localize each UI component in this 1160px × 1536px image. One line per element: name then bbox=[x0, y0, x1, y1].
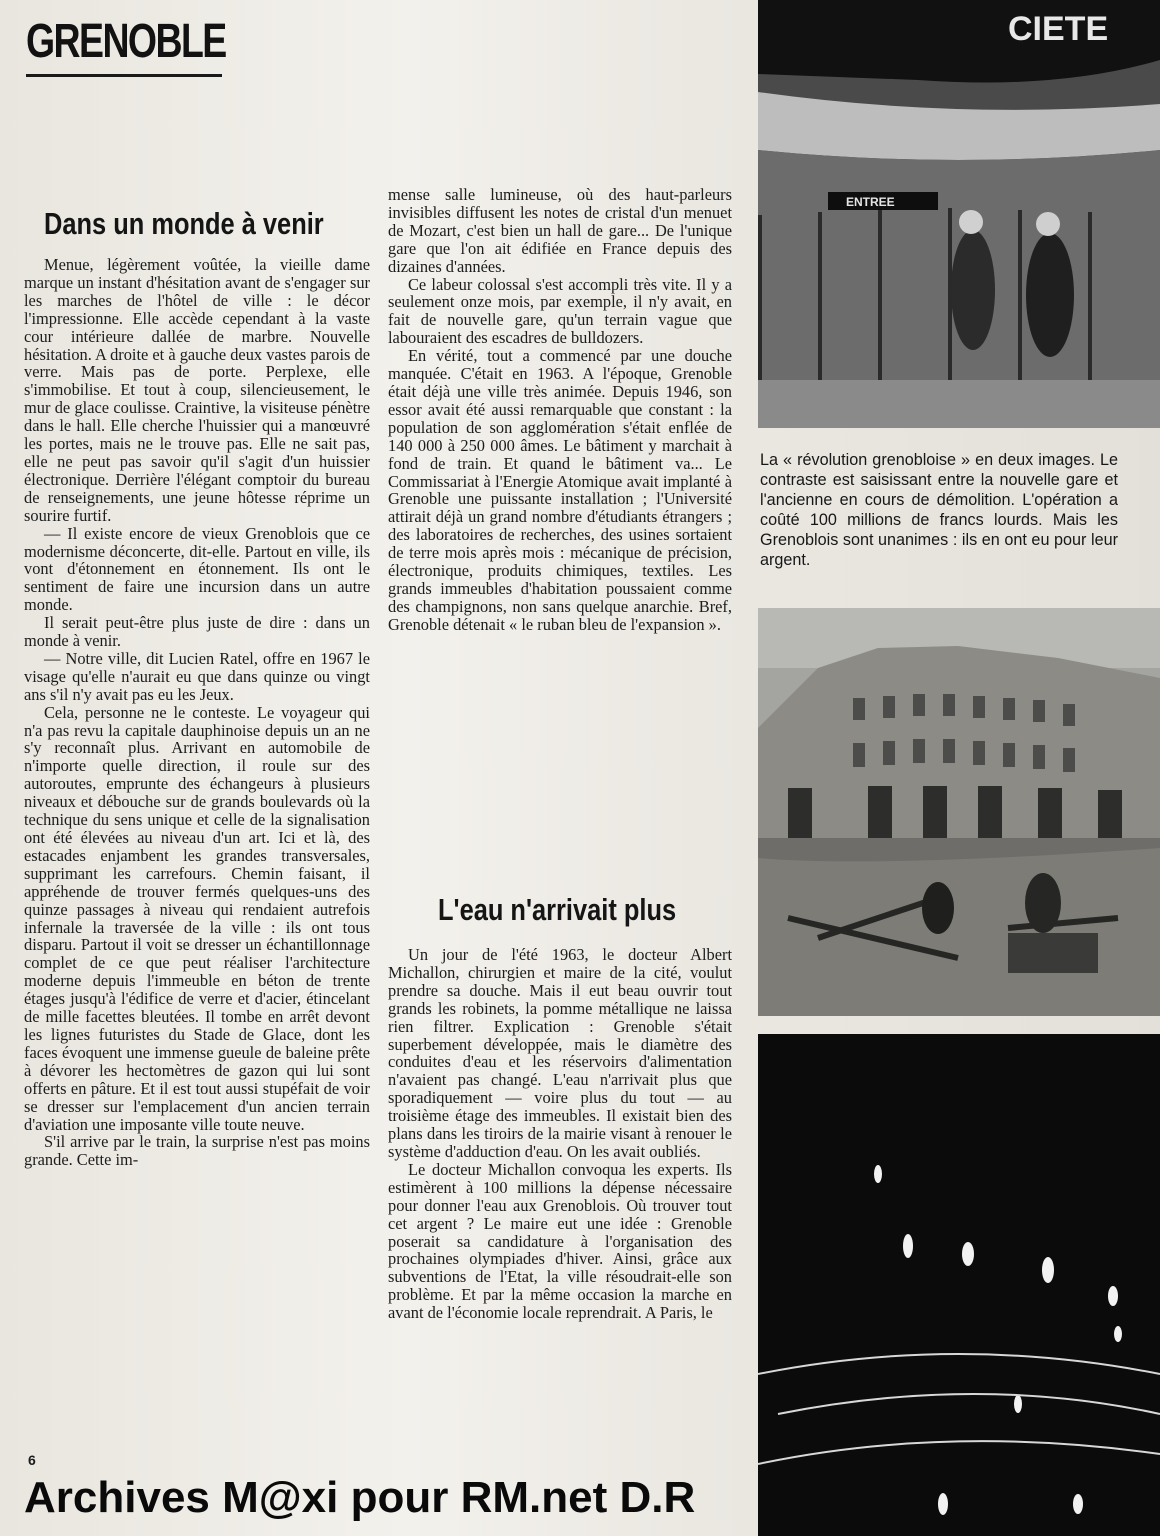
page-number: 6 bbox=[28, 1452, 36, 1468]
paragraph: — Notre ville, dit Lucien Ratel, offre en 1967 le visage qu'elle n'aurait eu que dans quinze ou vingt ans s'il n'y avait pas eu les Jeux. bbox=[24, 648, 370, 704]
section-title: GRENOBLE bbox=[26, 15, 226, 68]
entrance-sign: ENTREE bbox=[846, 195, 895, 209]
article-column-3 bbox=[388, 946, 732, 1322]
paragraph: Un jour de l'été 1963, le docteur Albert Michallon, chirurgien et maire de la cité, voulut prendre sa douche. Mais il eut beau ouvrir tout grands les robinets, la pomme métallique ne laissa rien filtrer. Explication : Grenoble s'était superbement développée, mais le diamètre des conduites d'eau et les réservoirs d'alimentation n'avaient pas changé. L'eau n'arrivait plus que sporadiquement — voire plus du tout — au troisième étage des immeubles. Il existait bien des plans dans les tiroirs de la mairie visant à renouer le système d'adduction d'eau. On les avait oubliés. bbox=[388, 945, 732, 1161]
article-column-2 bbox=[388, 186, 732, 634]
photo-new-station bbox=[758, 0, 1160, 428]
paragraph: mense salle lumineuse, où des haut-parleurs invisibles diffusent les notes de cristal d'un menuet de Mozart, c'est bien un hall de gare... De l'unique gare que l'on ait édifiée en France depuis des dizaines d'années. bbox=[388, 185, 732, 276]
paragraph: Menue, légèrement voûtée, la vieille dame marque un instant d'hésitation avant de s'engager sur les marches de l'hôtel de ville : le décor l'impressionne. Elle accède cependant à la vaste cour intérieure dallée de marbre. Nouvelle hésitation. A droite et à gauche deux vastes parois de verre. Mais pas de porte. Perplexe, elle s'immobilise. Et tout à coup, silencieusement, le mur de glace coulisse. Craintive, la visiteuse pénètre dans le hall. Elle cherche l'huissier qui a manœuvré les portes, mais ne le trouve pas. Elle ne sait pas, elle ne peut pas savoir qu'il s'agit d'un huissier électronique. Derrière l'élégant comptoir du bureau de renseignements, une jeune hôtesse réprime un sourire furtif. bbox=[24, 255, 370, 525]
photo-old-station bbox=[758, 608, 1160, 1016]
paragraph: Ce labeur colossal s'est accompli très vite. Il y a seulement onze mois, par exemple, il n'y avait, en fait de nouvelle gare, qu'un terrain vague que labouraient des escadres de bulldozers. bbox=[388, 274, 732, 348]
sign-partial: CIETE bbox=[1008, 10, 1109, 48]
paragraph: Il serait peut-être plus juste de dire : dans un monde à venir. bbox=[24, 613, 370, 651]
paragraph: En vérité, tout a commencé par une douche manquée. C'était en 1963. A l'époque, Grenoble était déjà une ville très animée. Depuis 1946, son essor avait été aussi remarquable que constant : la population de son agglomération s'était enflée de 140 000 à 250 000 âmes. Le bâtiment y marchait à fond de train. Et quand le bâtiment va... Le Commissariat à l'Energie Atomique avait implanté à Grenoble une puissante installation ; l'Université attirait déjà un grand nombre d'étudiants étrangers ; des laboratoires de recherches, des usines sortaient de terre mois après mois : mécanique de précision, électronique, produits chimiques, textiles. Les grands immeubles d'habitation poussaient comme des champignons, non sans quelque anarchie. Bref, Grenoble détenait « le ruban bleu de l'expansion ». bbox=[388, 346, 732, 634]
paragraph: Cela, personne ne le conteste. Le voyageur qui n'a pas revu la capitale dauphinoise depuis un an ne s'y reconnaît plus. Arrivant en automobile de n'importe quelle direction, il roule sur des autoroutes, emprunte des échangeurs à plusieurs niveaux et débouche sur de grands boulevards où la technique du sens unique et celle de la signalisation ont été élevées au niveau d'un art. Ici et là, des estacades enjambent les grandes transversales, supprimant les carrefours. Chemin faisant, il appréhende de trouver fermés quelques-uns des quinze passages à niveau qui rendaient autrefois infernale la traversée de la ville : ils ont tous disparu. Partout il voit se dresser un échantillonnage complet de ce que peut réaliser l'architecture moderne depuis l'immeuble en béton de trente étages jusqu'à l'édifice de verre et d'acier, étincelant de mille facettes bleutées. Il tombe en arrêt devont les lignes futuristes du Stade de Glace, dont les faces évoquent une immense gueule de baleine prête à dévorer les hectomètres de gazon qui lui sont offerts en pâture. Et il est tout aussi stupéfait de voir se dresser sur l'emplacement d'un ancien terrain d'aviation une imposante ville toute neuve. bbox=[24, 702, 370, 1134]
section-title-rule bbox=[26, 74, 222, 77]
night-lights-illustration bbox=[758, 1034, 1160, 1536]
paragraph: — Il existe encore de vieux Grenoblois que ce modernisme déconcerte, dit-elle. Partout en ville, ils vont d'étonnement en étonnement. Ils ont le sentiment de faire une incursion dans un autre monde. bbox=[24, 523, 370, 615]
article-column-1 bbox=[24, 256, 370, 1169]
paragraph: S'il arrive par le train, la surprise n'est pas moins grande. Cette im- bbox=[24, 1132, 370, 1170]
article-heading-1: Dans un monde à venir bbox=[44, 206, 324, 241]
archive-watermark: Archives M@xi pour RM.net D.R bbox=[24, 1473, 696, 1522]
new-station-illustration bbox=[758, 0, 1160, 428]
old-station-illustration bbox=[758, 608, 1160, 1016]
article-heading-2: L'eau n'arrivait plus bbox=[438, 892, 677, 927]
photo-night-lights bbox=[758, 1034, 1160, 1536]
photo-caption: La « révolution grenobloise » en deux images. Le contraste est saisissant entre la nouvelle gare et l'ancienne en cours de démolition. L'opération a coûté 100 millions de francs lourds. Mais les Grenoblois sont unanimes : ils en ont eu pour leur argent. bbox=[760, 451, 1118, 569]
paragraph: Le docteur Michallon convoqua les experts. Ils estimèrent à 100 millions la dépense nécessaire pour donner l'eau aux Grenoblois. Où trouver tout cet argent ? Le maire eut une idée : Grenoble poserait sa candidature à l'organisation des prochaines olympiades d'hiver. Ainsi, grâce aux subventions de l'Etat, la ville résoudrait-elle son problème. Et par la même occasion la marche en avant de l'économie locale reprendrait. A Paris, le bbox=[388, 1159, 732, 1323]
